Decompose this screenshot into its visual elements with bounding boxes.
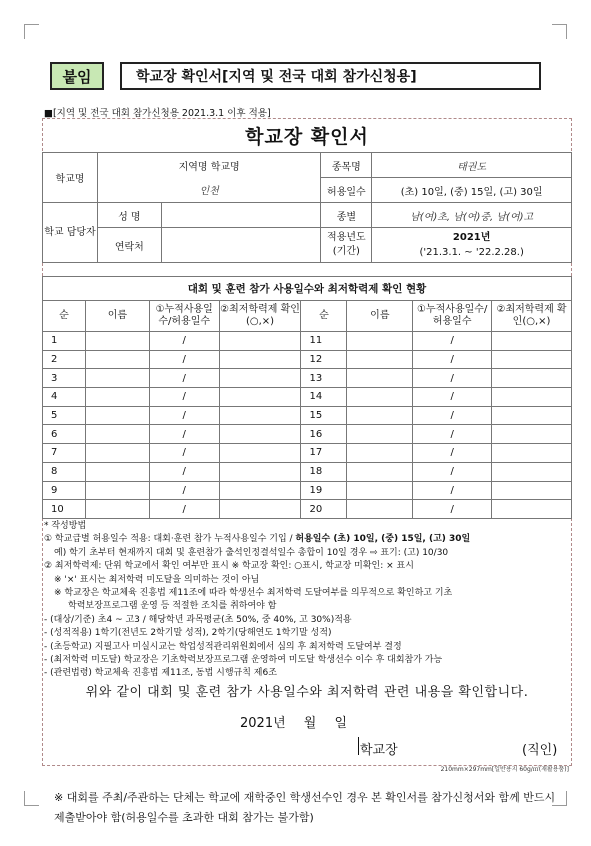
days-used[interactable]: / (413, 425, 492, 444)
academic-check[interactable] (219, 388, 301, 407)
academic-check[interactable] (492, 444, 572, 463)
table-row (43, 388, 572, 407)
academic-check[interactable] (219, 500, 301, 519)
instruction-elementary: - (초등학교) 지필고사 미실시교는 학업성적관리위원회에서 심의 후 최저학력 도달여부 결정 (44, 641, 402, 652)
days-used[interactable]: / (413, 332, 492, 351)
row-number: 18 (301, 462, 347, 481)
instruction-target: - (대상/기준) 초4 ~ 고3 / 해당학년 과목평균(초 50%, 중 40%, 고 30%)적용 (44, 614, 352, 625)
row-number: 17 (301, 444, 347, 463)
row-number: 6 (43, 425, 86, 444)
table-row (43, 481, 572, 500)
year-label: 적용년도 (기간) (321, 228, 372, 263)
participant-name[interactable] (85, 388, 149, 407)
instruction-law: - (관련법령) 학교체육 진흥법 제11조, 동법 시행규칙 제6조 (44, 668, 277, 679)
row-number: 5 (43, 406, 86, 425)
col-order: 순 (43, 301, 86, 332)
footnote: ※ 대회를 주최/주관하는 단체는 학교에 재학중인 학생선수인 경우 본 확인서를 참가신청서와 함께 반드시 제출받아야 함(허용일수를 초과한 대회 참가는 불가함) (54, 791, 556, 824)
instruction-below-min: - (최저학력 미도달) 학교장은 기초학력보장프로그램 운영하여 미도달 학생선수 이수 후 대회참가 가능 (44, 655, 443, 666)
table-row (43, 500, 572, 519)
participant-name[interactable] (347, 406, 413, 425)
days-used[interactable]: / (413, 444, 492, 463)
form-title: 학교장 확인서 (245, 126, 369, 148)
days-used[interactable]: / (413, 388, 492, 407)
days-used[interactable]: / (413, 406, 492, 425)
participant-name[interactable] (85, 332, 149, 351)
col-days: ①누적사용일수/허용일수 (413, 301, 492, 332)
participant-name[interactable] (85, 350, 149, 369)
participant-name[interactable] (347, 425, 413, 444)
academic-check[interactable] (492, 425, 572, 444)
instructions-title: * 작성방법 (44, 521, 87, 531)
instruction-note-2b: 학력보장프로그램 운영 등 적절한 조치를 취하여야 함 (68, 601, 277, 612)
sport-value[interactable]: 태권도 (372, 153, 572, 178)
row-number: 16 (301, 425, 347, 444)
days-used[interactable]: / (149, 481, 219, 500)
academic-check[interactable] (219, 481, 301, 500)
academic-check[interactable] (219, 332, 301, 351)
participant-name[interactable] (85, 425, 149, 444)
academic-check[interactable] (219, 369, 301, 388)
days-used[interactable]: / (149, 425, 219, 444)
academic-check[interactable] (492, 481, 572, 500)
academic-check[interactable] (492, 462, 572, 481)
participant-name[interactable] (85, 481, 149, 500)
row-number: 1 (43, 332, 86, 351)
academic-check[interactable] (219, 406, 301, 425)
crop-mark-bottom-left (24, 791, 39, 806)
col-academic: ②최저학력제 확인(○,×) (219, 301, 301, 332)
participant-name[interactable] (347, 388, 413, 407)
academic-check[interactable] (219, 444, 301, 463)
contact-label: 연락처 (97, 228, 161, 263)
instructions (44, 520, 572, 681)
days-used[interactable]: / (149, 406, 219, 425)
category-label: 종별 (321, 203, 372, 228)
days-used[interactable]: / (149, 332, 219, 351)
academic-check[interactable] (492, 350, 572, 369)
days-used[interactable]: / (149, 388, 219, 407)
academic-check[interactable] (492, 369, 572, 388)
row-number: 13 (301, 369, 347, 388)
table-row (43, 462, 572, 481)
date-line[interactable]: 2021년 월 일 (240, 716, 348, 731)
participant-name[interactable] (347, 332, 413, 351)
col-name: 이름 (347, 301, 413, 332)
participant-name[interactable] (85, 369, 149, 388)
col-order: 순 (301, 301, 347, 332)
academic-check[interactable] (219, 350, 301, 369)
participant-name[interactable] (85, 406, 149, 425)
academic-check[interactable] (219, 462, 301, 481)
instruction-note-2: ※ 학교장은 학교체육 진흥법 제11조에 따라 학생선수 최저학력 도달여부를 의무적으로 확인하고 기초 (54, 588, 453, 599)
days-used[interactable]: / (413, 369, 492, 388)
row-number: 14 (301, 388, 347, 407)
crop-mark-top-right (552, 24, 567, 39)
table-row (43, 369, 572, 388)
participant-name[interactable] (85, 500, 149, 519)
days-used[interactable]: / (149, 369, 219, 388)
participant-name[interactable] (85, 462, 149, 481)
academic-check[interactable] (492, 388, 572, 407)
col-name: 이름 (85, 301, 149, 332)
principal-label: 학교장 (360, 743, 398, 758)
days-used[interactable]: / (413, 481, 492, 500)
participant-name[interactable] (347, 444, 413, 463)
row-number: 19 (301, 481, 347, 500)
sport-label: 종목명 (321, 153, 372, 178)
allowed-days-value: (초) 10일, (중) 15일, (고) 30일 (372, 178, 572, 203)
row-number: 2 (43, 350, 86, 369)
instruction-note-1: ※ '×' 표시는 최저학력 미도달을 의미하는 것이 아님 (54, 574, 260, 585)
col-academic: ②최저학력제 확인(○,×) (492, 301, 572, 332)
instruction-1a: ① 학교급별 허용일수 적용: 대회·훈련 참가 누적사용일수 기입 / (44, 534, 296, 545)
participant-name[interactable] (347, 350, 413, 369)
document-heading: 학교장 확인서[지역 및 전국 대회 참가신청용] (120, 62, 541, 90)
row-number: 8 (43, 462, 86, 481)
days-used[interactable]: / (413, 350, 492, 369)
days-used[interactable]: / (149, 444, 219, 463)
year-value: 2021년 (452, 232, 491, 243)
seal-label: (직인) (522, 743, 558, 758)
table-row (43, 406, 572, 425)
table-row (43, 350, 572, 369)
academic-check[interactable] (492, 332, 572, 351)
row-number: 20 (301, 500, 347, 519)
crop-mark-top-left (24, 24, 39, 39)
confirmation-statement: 위와 같이 대회 및 훈련 참가 사용일수와 최저학력 관련 내용을 확인합니다. (85, 685, 529, 700)
participant-name[interactable] (347, 481, 413, 500)
contact-field[interactable] (161, 228, 321, 263)
participant-name[interactable] (85, 444, 149, 463)
instruction-1b: 허용일수 (초) 10일, (중) 15일, (고) 30일 (295, 534, 471, 545)
school-label: 학교명 (43, 153, 98, 203)
instruction-example: 예) 학기 초부터 현재까지 대회 및 훈련참가 출석인정결석일수 총합이 10일 경우 ⇨ 표기: (고) 10/30 (54, 547, 449, 558)
days-used[interactable]: / (149, 462, 219, 481)
academic-check[interactable] (219, 425, 301, 444)
days-used[interactable]: / (413, 500, 492, 519)
col-days: ①누적사용일수/허용일수 (149, 301, 219, 332)
row-number: 7 (43, 444, 86, 463)
table-row (43, 425, 572, 444)
table-row (43, 444, 572, 463)
period-value: ('21.3.1. ~ '22.2.28.) (419, 247, 524, 258)
allowed-days-label: 허용일수 (321, 178, 372, 203)
academic-check[interactable] (492, 406, 572, 425)
days-used[interactable]: / (149, 500, 219, 519)
info-table (42, 152, 572, 263)
row-number: 3 (43, 369, 86, 388)
staff-label: 학교 담당자 (43, 203, 98, 263)
participant-name[interactable] (347, 369, 413, 388)
days-used[interactable]: / (149, 350, 219, 369)
school-region[interactable]: 인천 (97, 178, 321, 203)
row-number: 12 (301, 350, 347, 369)
name-label: 성 명 (97, 203, 161, 228)
category-value[interactable]: 남(여)초, 남(여)중, 남(여)고 (372, 203, 572, 228)
participation-table (42, 300, 572, 519)
school-name-placeholder[interactable]: 지역명 학교명 (97, 153, 321, 178)
row-number: 11 (301, 332, 347, 351)
row-number: 10 (43, 500, 86, 519)
row-number: 15 (301, 406, 347, 425)
paper-spec: 210mm×297mm[일반용지 60g/㎡(재활용품)] (440, 766, 569, 773)
days-used[interactable]: / (413, 462, 492, 481)
row-number: 9 (43, 481, 86, 500)
attachment-badge: 붙임 (50, 62, 104, 90)
applicability-note: ■[지역 및 전국 대회 참가신청용 2021.3.1 이후 적용] (44, 108, 271, 119)
instruction-grades: - (성적적용) 1학기(전년도 2학기말 성적), 2학기(당해연도 1학기말 성적) (44, 628, 332, 639)
academic-check[interactable] (492, 500, 572, 519)
text-cursor (358, 737, 359, 755)
section-title: 대회 및 훈련 참가 사용일수와 최저학력제 확인 현황 (42, 276, 572, 300)
name-field[interactable] (161, 203, 321, 228)
instruction-2: ② 최저학력제: 단위 학교에서 확인 여부만 표시 ※ 학교장 확인: ○표시, 학교장 미확인: × 표시 (44, 561, 414, 572)
participant-name[interactable] (347, 462, 413, 481)
participant-name[interactable] (347, 500, 413, 519)
row-number: 4 (43, 388, 86, 407)
table-row (43, 332, 572, 351)
